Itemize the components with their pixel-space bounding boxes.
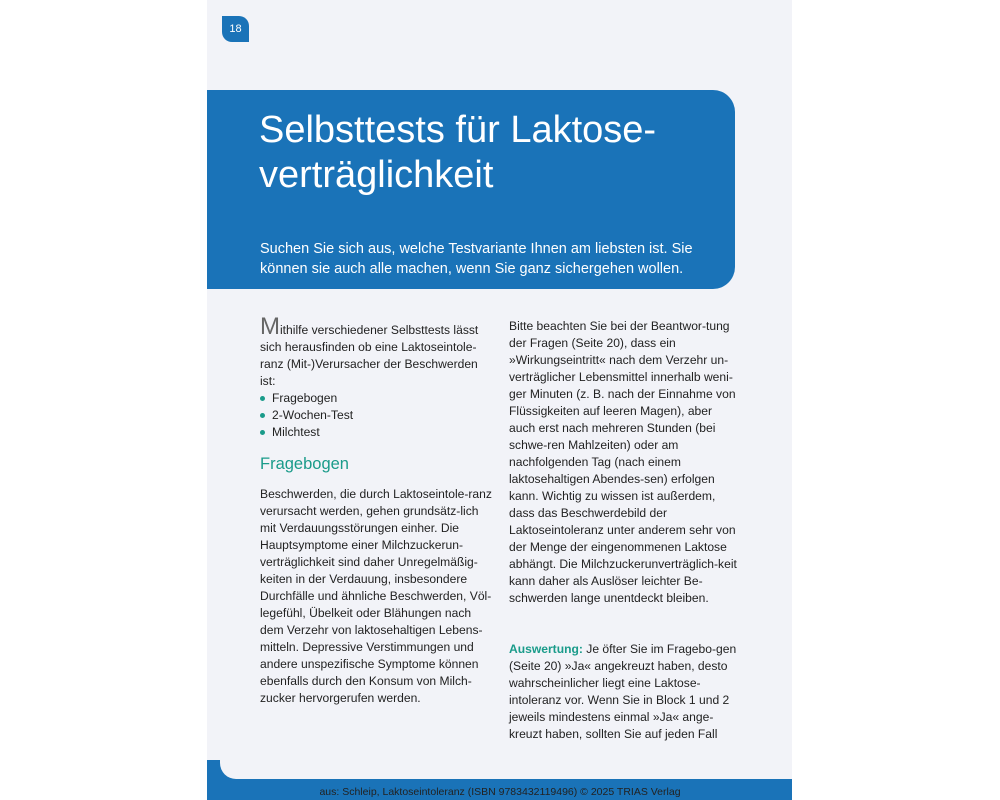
evaluation-label: Auswertung: [509,642,583,656]
page-number-badge: 18 [222,16,249,42]
right-column [509,318,741,743]
evaluation-text: Je öfter Sie im Fragebo-gen (Seite 20) »Ja« angekreuzt haben, desto wahrscheinlicher liegt eine Laktose-intoleranz vor. Wenn Sie in Block 1 und 2 jeweils mindestens einmal »Ja« ange-kreuzt haben, sollten Sie auf jeden Fall [509,642,737,741]
list-item: Milchtest [260,424,492,441]
bullet-icon [260,430,265,435]
evaluation-paragraph [509,641,741,743]
page-title: Selbsttests für Laktose-verträglichkeit [259,109,657,196]
left-column [260,313,492,707]
note-paragraph: Bitte beachten Sie bei der Beantwor-tung der Fragen (Seite 20), dass ein »Wirkungseintritt« nach dem Verzehr un-verträglicher Lebensmittel innerhalb weni-ger Minuten (z. B. nach der Einnahme von Flüssigkeiten auf leeren Magen), aber auch erst nach mehreren Stunden (bei schwe-ren Mahlzeiten) oder am nachfolgenden Tag (nach einem laktosehaltigen Abendes-sen) erfolgen kann. Wichtig zu wissen ist außerdem, dass das Beschwerdebild der Laktoseintoleranz unter anderem sehr von der Menge der eingenommenen Laktose abhängt. Die Milchzuckerunverträglich-keit kann daher als Auslöser leichter Be-schwerden lange unentdeckt bleiben. [509,319,737,605]
bullet-icon [260,396,265,401]
page-subtitle: Suchen Sie sich aus, welche Testvariante Ihnen am liebsten ist. Sie können sie auch alle machen, wenn Sie ganz sichergehen wollen. [260,241,693,277]
bullet-icon [260,413,265,418]
title-banner [207,90,735,289]
drop-cap: M [260,313,280,340]
section-heading: Fragebogen [260,455,349,473]
intro-text: ithilfe verschiedener Selbsttests lässt sich herausfinden ob eine Laktoseintole-ranz (Mit-)Verursacher der Beschwerden ist: [260,323,479,388]
list-item: Fragebogen [260,390,492,407]
test-list [260,390,492,441]
section-paragraph: Beschwerden, die durch Laktoseintole-ranz verursacht werden, gehen grundsätz-lich mit Verdauungsstörungen einher. Die Hauptsymptome einer Milchzuckerun-verträglichkeit sind daher Unregelmäßig-keiten in der Verdauung, insbesondere Durchfälle und ähnliche Beschwerden, Völ-legefühl, Übelkeit oder Blähungen nach dem Verzehr von laktosehaltigen Lebens-mitteln. Depressive Verstimmungen und andere unspezifische Symptome können ebenfalls durch den Konsum von Milch-zucker hervorgerufen werden. [260,487,492,705]
list-item: 2-Wochen-Test [260,407,492,424]
source-footer: aus: Schleip, Laktoseintoleranz (ISBN 9783432119496) © 2025 TRIAS Verlag [319,786,681,798]
intro-paragraph [260,313,492,390]
book-page [207,0,792,800]
